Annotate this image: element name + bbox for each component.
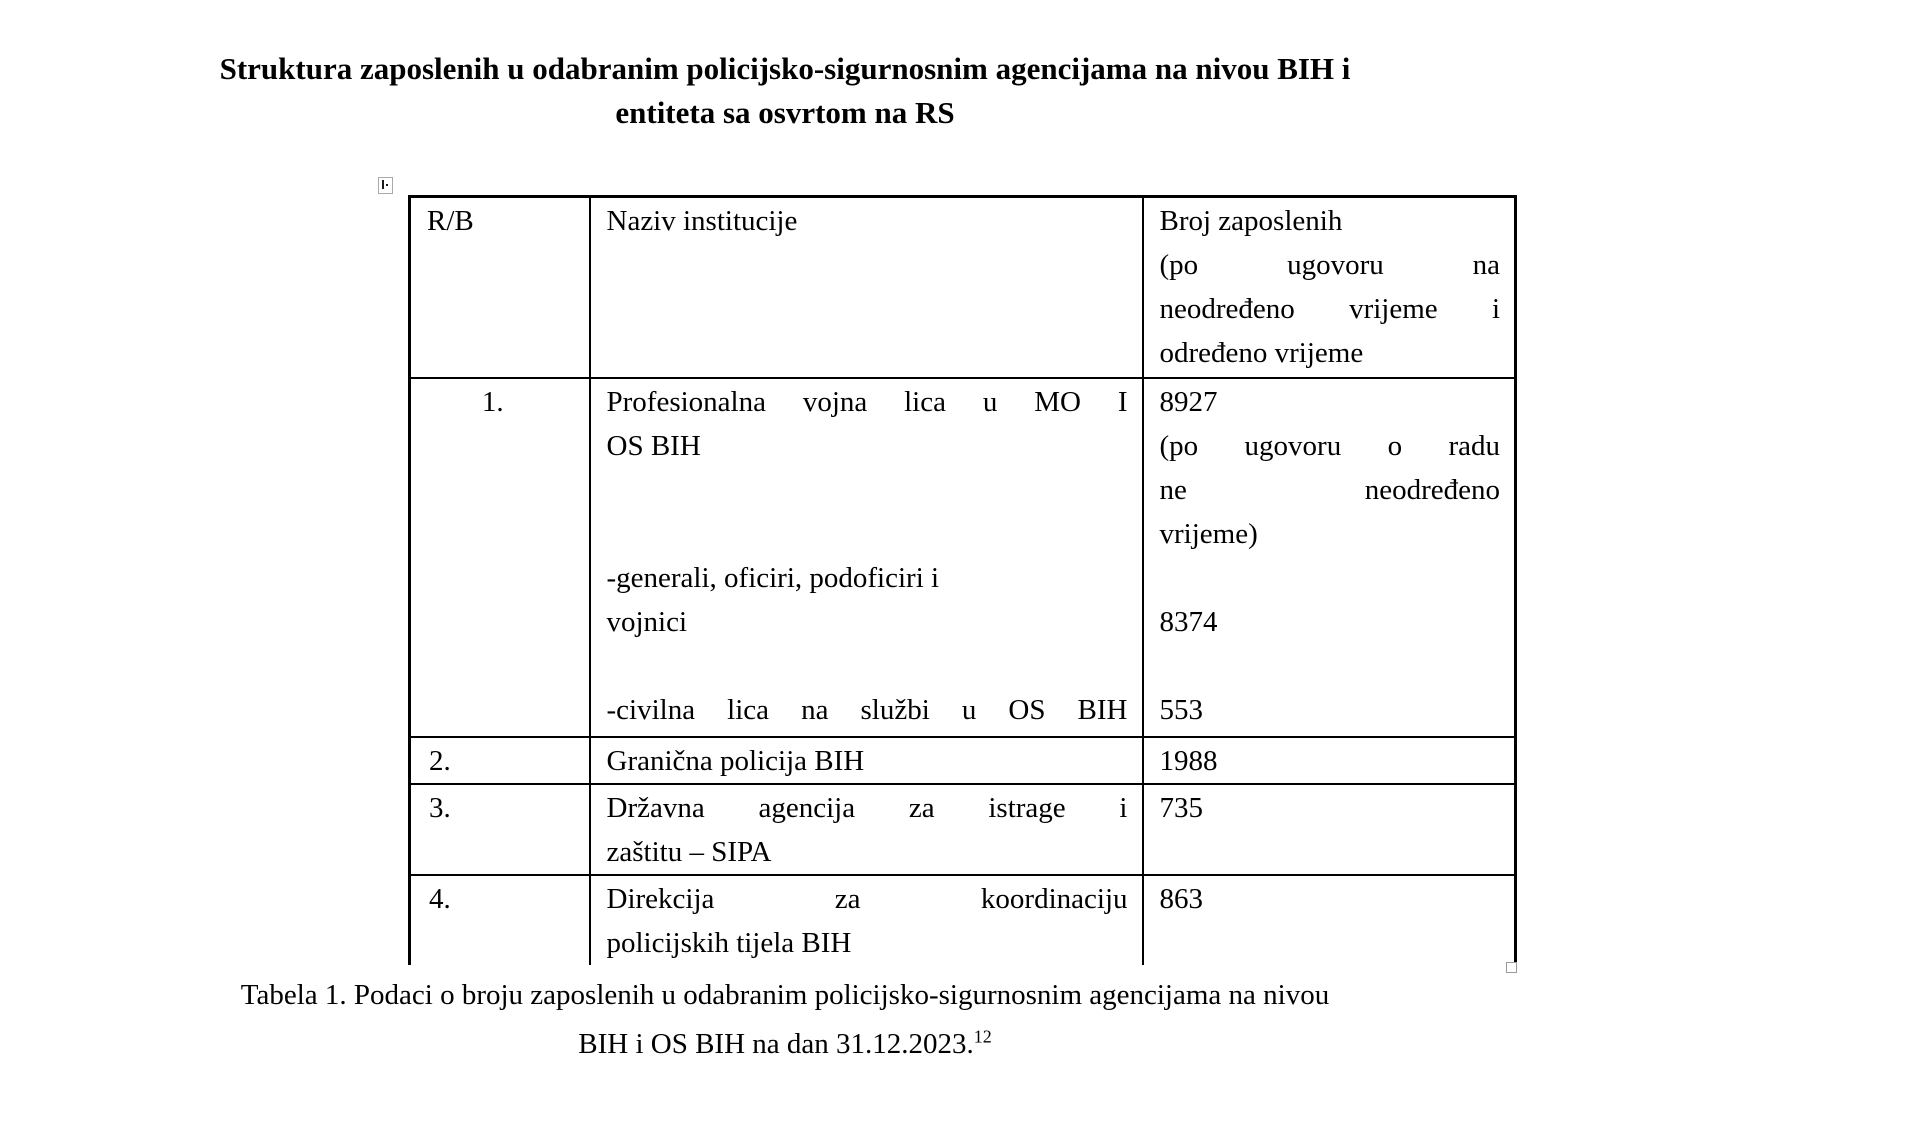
employee-count-cell [1143,875,1516,965]
header-broj-line: Broj zaposlenih [1159,205,1343,237]
header-broj-line: (po ugovoru na [1159,249,1500,281]
employee-count-cell [1143,378,1516,737]
institution-line: Profesionalna vojna lica u MO I [606,386,1128,418]
row-number: 1. [481,386,504,418]
header-cell-broj [1143,197,1516,379]
institution-line: Državna agencija za istrage i [606,792,1128,824]
table-header-row [410,197,1516,379]
row-number-cell [410,737,590,784]
header-cell-naziv [590,197,1143,379]
caption-text: BIH i OS BIH na dan 31.12.2023. [578,1028,974,1060]
institution-line: Granična policija BIH [606,745,865,777]
table-row [410,784,1516,875]
staffing-table-container [408,195,1520,965]
row-number: 3. [429,792,451,824]
institution-cell [590,737,1143,784]
institution-line: OS BIH [606,430,701,462]
employee-count: 863 [1159,883,1203,915]
row-number-cell [410,784,590,875]
table-row [410,737,1516,784]
header-rb-label: R/B [427,205,474,237]
institution-line: policijskih tijela BIH [606,927,852,959]
institution-line: Direkcija za koordinaciju [606,883,1128,915]
table-row [410,875,1516,965]
employee-count: 8374 [1159,606,1218,638]
header-naziv-label: Naziv institucije [606,205,798,237]
count-note-line: vrijeme) [1159,518,1258,550]
blank-line [1160,556,1501,600]
page-title [0,47,1570,135]
employee-count-cell [1143,784,1516,875]
table-caption-line-2 [0,1020,1570,1069]
institution-line: -civilna lica na službi u OS BIH [606,694,1128,726]
table-move-handle-dot [386,184,388,186]
row-number-cell [410,378,590,737]
footnote-reference: 12 [973,1026,992,1047]
blank-line [1160,644,1501,688]
institution-cell [590,378,1143,737]
row-number-cell [410,875,590,965]
employee-count: 8927 [1159,386,1218,418]
page-title-line-1: Struktura zaposlenih u odabranim policijsko-sigurnosnim agencijama na nivou BIH i [219,51,1351,86]
table-caption-line-1: Tabela 1. Podaci o broju zaposlenih u odabranim policijsko-sigurnosnim agencijama na nivou [240,979,1330,1011]
staffing-table [408,195,1517,965]
institution-cell [590,784,1143,875]
blank-line [607,512,1128,556]
blank-line [607,468,1128,512]
employee-count-cell [1143,737,1516,784]
page-title-line-2: entiteta sa osvrtom na RS [615,95,955,130]
table-move-handle-glyph [382,180,384,189]
row-number: 2. [429,745,451,777]
count-note-line: (po ugovoru o radu [1159,430,1500,462]
count-note-line: ne neodređeno [1159,474,1500,506]
institution-cell [590,875,1143,965]
employee-count: 735 [1159,792,1203,824]
header-broj-line: određeno vrijeme [1159,337,1364,369]
row-number: 4. [429,883,451,915]
employee-count: 553 [1159,694,1203,726]
table-caption [0,971,1570,1069]
institution-line: vojnici [606,606,688,638]
table-move-handle-icon[interactable] [378,177,393,194]
table-row [410,378,1516,737]
employee-count: 1988 [1159,745,1218,777]
header-broj-line: neodređeno vrijeme i [1159,293,1500,325]
blank-line [607,644,1128,688]
header-cell-rb [410,197,590,379]
institution-line: zaštitu – SIPA [606,836,772,868]
institution-line: -generali, oficiri, podoficiri i [606,562,940,594]
